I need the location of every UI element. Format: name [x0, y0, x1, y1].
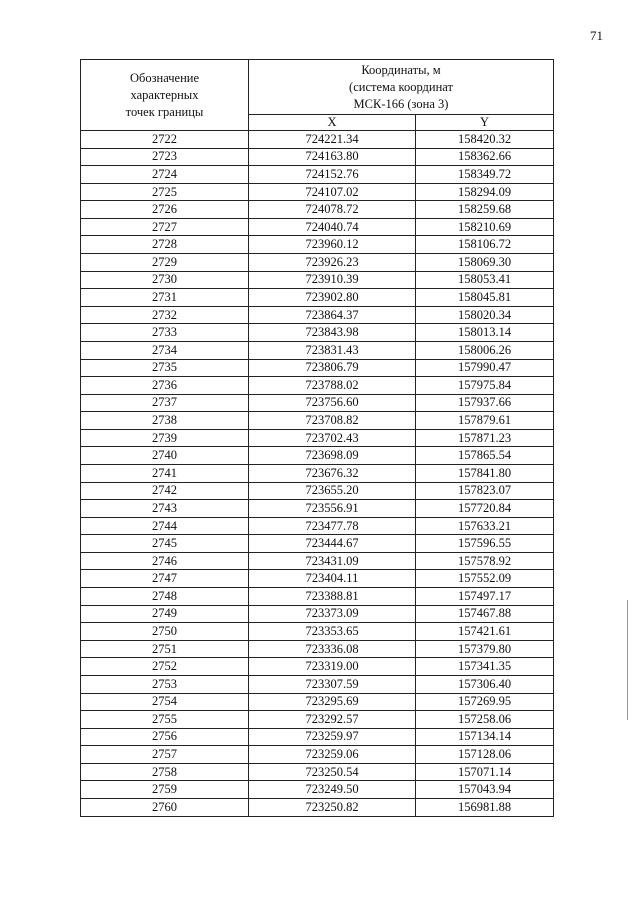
x-value-cell: 723788.02 — [249, 377, 416, 395]
point-id-cell: 2739 — [81, 429, 249, 447]
table-row — [81, 271, 554, 289]
y-value-cell: 157841.80 — [416, 464, 554, 482]
point-id-cell: 2729 — [81, 254, 249, 272]
point-id-cell: 2750 — [81, 623, 249, 641]
page-number: 71 — [590, 28, 603, 43]
point-id-cell: 2756 — [81, 728, 249, 746]
table-row — [81, 254, 554, 272]
point-id-cell: 2728 — [81, 236, 249, 254]
y-value-cell: 158106.72 — [416, 236, 554, 254]
x-value-cell: 723319.00 — [249, 658, 416, 676]
point-id-cell: 2755 — [81, 711, 249, 729]
point-id-cell: 2758 — [81, 763, 249, 781]
x-value-cell: 723353.65 — [249, 623, 416, 641]
y-value-cell: 158013.14 — [416, 324, 554, 342]
table-row — [81, 640, 554, 658]
table-row — [81, 341, 554, 359]
x-value-cell: 723259.06 — [249, 746, 416, 764]
y-value-cell: 157043.94 — [416, 781, 554, 799]
table-row — [81, 429, 554, 447]
y-value-cell: 158006.26 — [416, 341, 554, 359]
y-value-cell: 157871.23 — [416, 429, 554, 447]
point-id-cell: 2746 — [81, 552, 249, 570]
x-value-cell: 723295.69 — [249, 693, 416, 711]
y-value-cell: 157865.54 — [416, 447, 554, 465]
y-value-cell: 157990.47 — [416, 359, 554, 377]
table-row — [81, 166, 554, 184]
point-id-cell: 2733 — [81, 324, 249, 342]
y-value-cell: 158210.69 — [416, 218, 554, 236]
table-row — [81, 412, 554, 430]
point-id-cell: 2723 — [81, 148, 249, 166]
x-value-cell: 723756.60 — [249, 394, 416, 412]
table-row — [81, 482, 554, 500]
y-value-cell: 157578.92 — [416, 552, 554, 570]
x-value-cell: 723388.81 — [249, 588, 416, 606]
x-value-cell: 723444.67 — [249, 535, 416, 553]
table-row — [81, 148, 554, 166]
y-value-cell: 158362.66 — [416, 148, 554, 166]
table-row — [81, 605, 554, 623]
x-value-cell: 723902.80 — [249, 289, 416, 307]
point-id-cell: 2744 — [81, 517, 249, 535]
point-id-cell: 2736 — [81, 377, 249, 395]
point-id-cell: 2749 — [81, 605, 249, 623]
table-row — [81, 781, 554, 799]
table-row — [81, 394, 554, 412]
y-value-cell: 157633.21 — [416, 517, 554, 535]
x-value-cell: 723843.98 — [249, 324, 416, 342]
y-value-cell: 157823.07 — [416, 482, 554, 500]
table-row — [81, 763, 554, 781]
y-value-cell: 157497.17 — [416, 588, 554, 606]
point-id-cell: 2757 — [81, 746, 249, 764]
margin-line — [627, 600, 628, 720]
y-value-cell: 157128.06 — [416, 746, 554, 764]
y-value-cell: 158069.30 — [416, 254, 554, 272]
table-row — [81, 306, 554, 324]
y-value-cell: 157937.66 — [416, 394, 554, 412]
table-row — [81, 658, 554, 676]
point-id-cell: 2754 — [81, 693, 249, 711]
y-value-cell: 158294.09 — [416, 183, 554, 201]
x-value-cell: 723477.78 — [249, 517, 416, 535]
table-row — [81, 464, 554, 482]
table-row — [81, 746, 554, 764]
y-value-cell: 157596.55 — [416, 535, 554, 553]
table-row — [81, 728, 554, 746]
x-value-cell: 723404.11 — [249, 570, 416, 588]
y-value-cell: 157269.95 — [416, 693, 554, 711]
table-row — [81, 377, 554, 395]
y-value-cell: 158420.32 — [416, 131, 554, 149]
x-value-cell: 723655.20 — [249, 482, 416, 500]
y-value-cell: 158053.41 — [416, 271, 554, 289]
y-value-cell: 157552.09 — [416, 570, 554, 588]
table-row — [81, 675, 554, 693]
point-id-cell: 2751 — [81, 640, 249, 658]
x-value-cell: 723806.79 — [249, 359, 416, 377]
y-value-cell: 157071.14 — [416, 763, 554, 781]
point-id-cell: 2734 — [81, 341, 249, 359]
x-value-cell: 723698.09 — [249, 447, 416, 465]
y-value-cell: 157975.84 — [416, 377, 554, 395]
x-value-cell: 723702.43 — [249, 429, 416, 447]
table-row — [81, 183, 554, 201]
table-row — [81, 201, 554, 219]
table-row — [81, 535, 554, 553]
table-row — [81, 693, 554, 711]
point-id-cell: 2727 — [81, 218, 249, 236]
x-value-cell: 723250.54 — [249, 763, 416, 781]
table-row — [81, 359, 554, 377]
x-value-cell: 723960.12 — [249, 236, 416, 254]
x-value-cell: 724040.74 — [249, 218, 416, 236]
y-value-cell: 157134.14 — [416, 728, 554, 746]
x-value-cell: 724163.80 — [249, 148, 416, 166]
y-value-cell: 157879.61 — [416, 412, 554, 430]
point-id-cell: 2731 — [81, 289, 249, 307]
point-id-cell: 2759 — [81, 781, 249, 799]
x-value-cell: 723259.97 — [249, 728, 416, 746]
point-id-cell: 2725 — [81, 183, 249, 201]
x-value-cell: 723250.82 — [249, 798, 416, 816]
table-row — [81, 500, 554, 518]
x-value-cell: 723373.09 — [249, 605, 416, 623]
table-row — [81, 623, 554, 641]
x-value-cell: 723864.37 — [249, 306, 416, 324]
y-value-cell: 158020.34 — [416, 306, 554, 324]
table-row — [81, 552, 554, 570]
point-id-cell: 2745 — [81, 535, 249, 553]
y-value-cell: 158045.81 — [416, 289, 554, 307]
point-id-cell: 2722 — [81, 131, 249, 149]
x-value-cell: 724221.34 — [249, 131, 416, 149]
point-label-header: Обозначение характерных точек границы — [81, 60, 249, 131]
y-value-cell: 157720.84 — [416, 500, 554, 518]
x-value-cell: 724107.02 — [249, 183, 416, 201]
x-value-cell: 724078.72 — [249, 201, 416, 219]
point-id-cell: 2743 — [81, 500, 249, 518]
table-row — [81, 447, 554, 465]
point-id-cell: 2732 — [81, 306, 249, 324]
y-column-header: Y — [416, 115, 554, 131]
table-row — [81, 218, 554, 236]
table-row — [81, 588, 554, 606]
table-row — [81, 517, 554, 535]
point-id-cell: 2726 — [81, 201, 249, 219]
x-value-cell: 723307.59 — [249, 675, 416, 693]
point-id-cell: 2735 — [81, 359, 249, 377]
point-id-cell: 2760 — [81, 798, 249, 816]
point-id-cell: 2741 — [81, 464, 249, 482]
y-value-cell: 157467.88 — [416, 605, 554, 623]
table-row — [81, 711, 554, 729]
x-value-cell: 723926.23 — [249, 254, 416, 272]
coordinates-table — [80, 59, 554, 817]
y-value-cell: 157421.61 — [416, 623, 554, 641]
y-value-cell: 157341.35 — [416, 658, 554, 676]
table-row — [81, 570, 554, 588]
table-row — [81, 236, 554, 254]
point-id-cell: 2738 — [81, 412, 249, 430]
y-value-cell: 156981.88 — [416, 798, 554, 816]
point-id-cell: 2737 — [81, 394, 249, 412]
coordinates-header: Координаты, м (система координат МСК-166 (зона 3) — [249, 60, 554, 115]
point-id-cell: 2740 — [81, 447, 249, 465]
y-value-cell: 158259.68 — [416, 201, 554, 219]
table-row — [81, 131, 554, 149]
point-id-cell: 2748 — [81, 588, 249, 606]
point-id-cell: 2730 — [81, 271, 249, 289]
x-value-cell: 723249.50 — [249, 781, 416, 799]
point-id-cell: 2724 — [81, 166, 249, 184]
point-id-cell: 2753 — [81, 675, 249, 693]
x-value-cell: 724152.76 — [249, 166, 416, 184]
table-row — [81, 798, 554, 816]
y-value-cell: 157258.06 — [416, 711, 554, 729]
x-value-cell: 723910.39 — [249, 271, 416, 289]
x-value-cell: 723431.09 — [249, 552, 416, 570]
point-id-cell: 2747 — [81, 570, 249, 588]
y-value-cell: 157379.80 — [416, 640, 554, 658]
point-id-cell: 2742 — [81, 482, 249, 500]
x-value-cell: 723336.08 — [249, 640, 416, 658]
x-value-cell: 723556.91 — [249, 500, 416, 518]
table-row — [81, 324, 554, 342]
x-value-cell: 723676.32 — [249, 464, 416, 482]
x-value-cell: 723708.82 — [249, 412, 416, 430]
point-id-cell: 2752 — [81, 658, 249, 676]
y-value-cell: 158349.72 — [416, 166, 554, 184]
x-value-cell: 723831.43 — [249, 341, 416, 359]
x-column-header: X — [249, 115, 416, 131]
y-value-cell: 157306.40 — [416, 675, 554, 693]
x-value-cell: 723292.57 — [249, 711, 416, 729]
table-row — [81, 289, 554, 307]
